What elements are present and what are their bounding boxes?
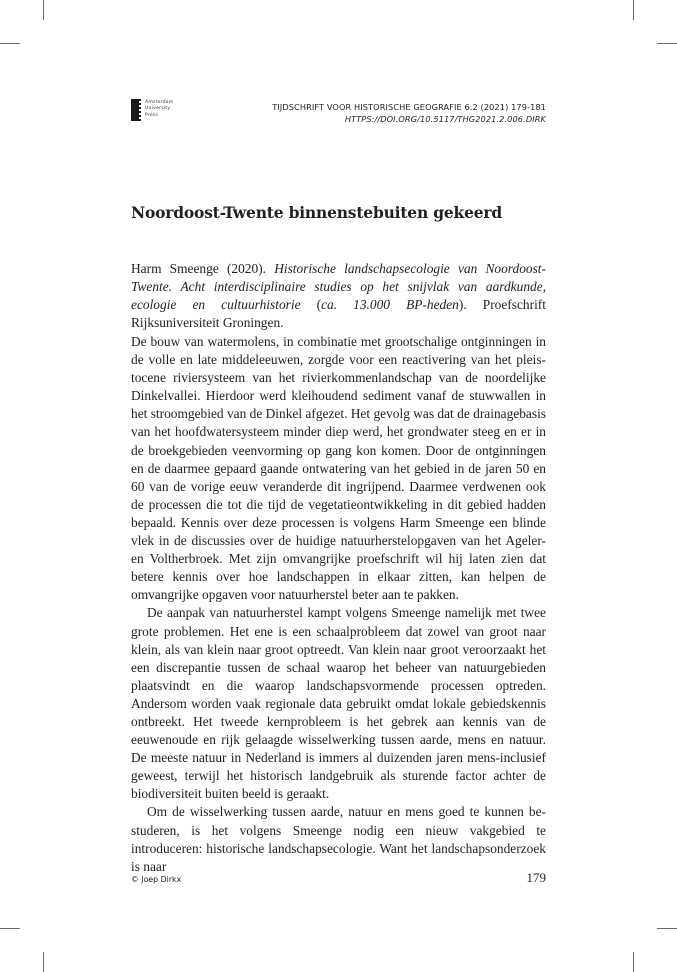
running-header xyxy=(272,101,546,125)
reference-paren-open: ( xyxy=(300,297,322,313)
crop-mark-top-right-vertical xyxy=(633,0,634,20)
copyright-notice: © Joep Dirkx xyxy=(131,875,182,884)
book-reference xyxy=(131,260,546,332)
publisher-line-1: Amsterdam xyxy=(145,100,174,105)
reference-book-title: Historische landschapsecologie van Noordoost-Twente. Acht interdisciplinaire studies op het snijvlak van aardkunde, ecologie en cultuurhistorie xyxy=(131,261,546,313)
article-body xyxy=(131,333,546,876)
publisher-line-3: Press xyxy=(145,112,159,118)
crop-mark-bottom-right-vertical xyxy=(633,952,634,972)
article-title: Noordoost-Twente binnenstebuiten gekeerd xyxy=(131,203,502,222)
publisher-logo xyxy=(131,99,173,121)
paragraph: De aanpak van natuurherstel kampt volgens Smeenge namelijk met twee grote problemen. Het ene is een schaalprobleem dat zowel van groot naar klein, als van klein naar groot optreedt. Van klein naar groot veroorzaakt het een discrepantie tussen de schaal waarop het beheer van natuurgebieden plaatsvindt en die waarop landschapsvormende processen optreden. Andersom worden vaak regionale data gebruikt omdat lokale gebiedskennis ontbreekt. Het tweede kernprobleem is het gebrek aan kennis van de eeuwenoude en rijk gelaagde wisselwerking tussen aarde, mens en natuur. De meeste natuur in Nederland is immers al duizenden jaren mens-inclusief geweest, terwijl het historisch landgebruik als sturende factor achter de biodiversiteit buiten beeld is geraakt. xyxy=(131,605,546,802)
paragraph: Om de wisselwerking tussen aarde, natuur en mens goed te kunnen bestuderen, is het volgens Smeenge nodig een nieuw vakgebied te introduceren: historische landschapsecologie. Want het landschapsonderzoek is naar xyxy=(131,804,546,874)
publisher-name xyxy=(145,100,173,119)
crop-mark-top-right-horizontal xyxy=(657,43,677,44)
crop-mark-bottom-left-horizontal xyxy=(0,928,20,929)
reference-publisher: Proefschrift Rijksuniversiteit Groningen. xyxy=(131,297,546,331)
page-number: 179 xyxy=(526,870,546,885)
reference-paren-close: ). xyxy=(458,297,483,313)
crop-mark-bottom-right-horizontal xyxy=(657,928,677,929)
crop-mark-top-left-horizontal xyxy=(0,43,20,44)
reference-author-year: Harm Smeenge (2020). xyxy=(131,261,275,276)
paragraph: De bouw van watermolens, in combinatie met grootschalige ontginningen in de volle en late middeleeuwen, zorgde voor een reactivering van het pleistocene riviersysteem van het rivierkommenlandschap van de noordelijke Dinkelvallei. Hierdoor werd kleihoudend sediment vanaf de stuwwallen in het stroomgebied van de Dinkel afgezet. Het gevolg was dat de drainagebasis van het hoofdwatersysteem minder diep werd, het grondwater steeg en er in de broekgebieden veenvorming op gang kon komen. Door de ontginningen en de daarmee gepaard gaande ontwatering van het gebied in de jaren 50 en 60 van de vorige eeuw veranderde dit ingrijpend. Daarmee verdwenen ook de processen die tot die tijd de vegetatieontwikkeling in dit gebied hadden bepaald. Kennis over deze processen is volgens Harm Smeenge een blinde vlek in de discussies over de huidige natuurherstelopgaven van het Ageler- en Voltherbroek. Met zijn omvangrijke proefschrift wil hij laten zien dat betere kennis over hoe landschappen in elkaar zitten, kan helpen de omvangrijke opgaven voor natuurherstel beter aan te pakken. xyxy=(131,334,546,603)
doi-link[interactable]: HTTPS://DOI.ORG/10.5117/THG2021.2.006.DIRK xyxy=(344,114,546,124)
publisher-line-2: University xyxy=(145,106,171,112)
journal-citation: TIJDSCHRIFT VOOR HISTORISCHE GEOGRAFIE 6.2 (2021) 179-181 xyxy=(272,102,546,112)
reference-period: ca. 13.000 BP-heden xyxy=(321,297,459,313)
crop-mark-top-left-vertical xyxy=(43,0,44,20)
amsterdam-university-press-logo-icon xyxy=(131,99,139,121)
crop-mark-bottom-left-vertical xyxy=(43,952,44,972)
